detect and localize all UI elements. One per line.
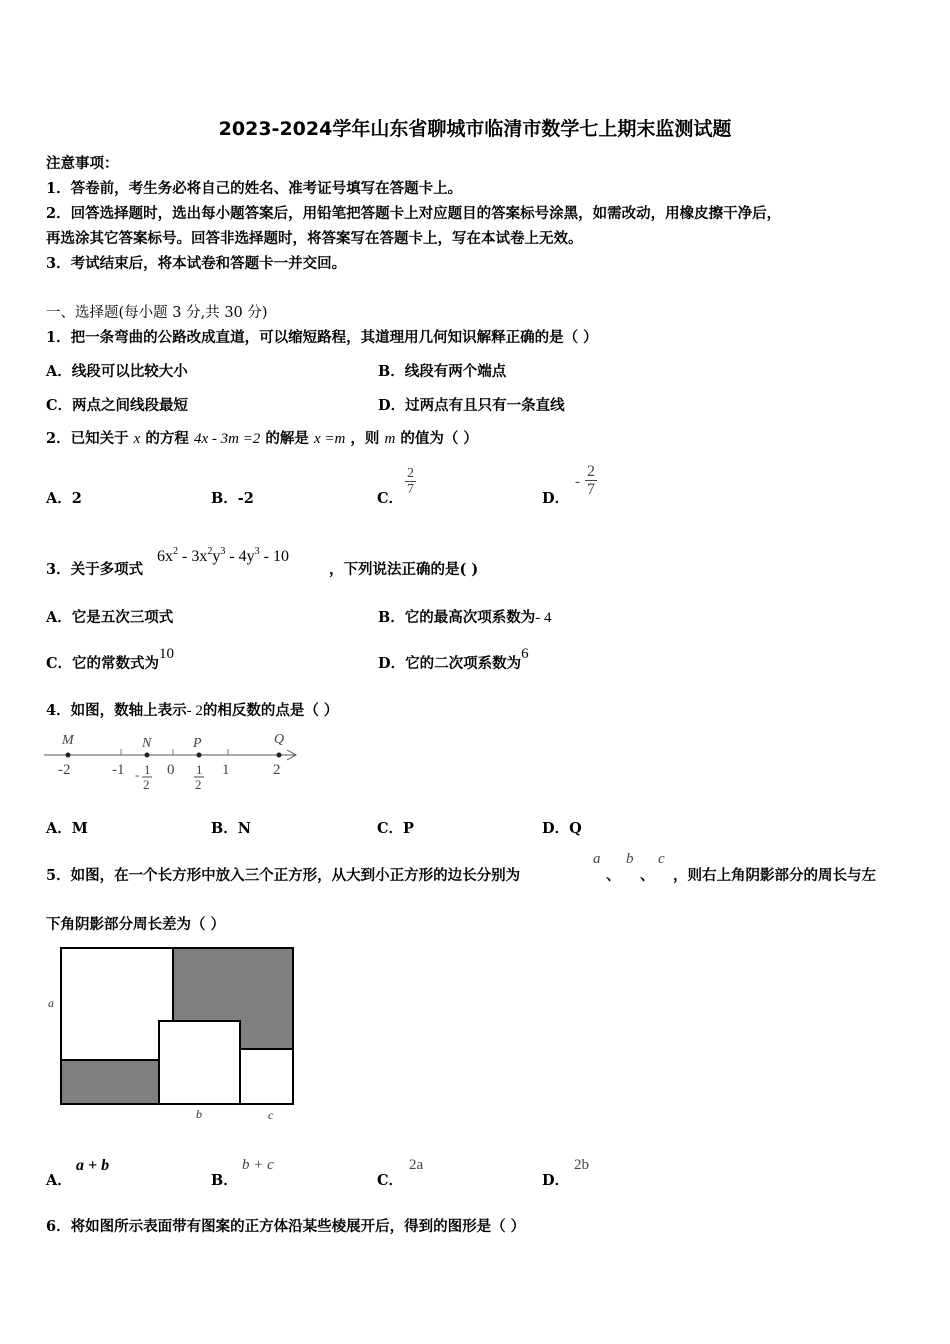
q5-option-a-value: a + b <box>76 1157 110 1174</box>
q1-option-c[interactable]: C．两点之间线段最短 <box>46 397 189 414</box>
q5-option-d-label[interactable]: D． <box>542 1172 570 1189</box>
notice-item-2: 2．回答选择题时，选出每小题答案后，用铅笔把答题卡上对应题目的答案标号涂黑，如需改动，用橡皮擦干净后， <box>46 205 782 222</box>
tick-label-0: 0 <box>167 762 175 778</box>
q5-text-1: 5．如图，在一个长方形中放入三个正方形，从大到小正方形的边长分别为 <box>46 867 521 884</box>
label-b: b <box>196 1107 202 1121</box>
q1-stem: 1．把一条弯曲的公路改成直道，可以缩短路程，其道理用几何知识解释正确的是（ ） <box>46 329 598 346</box>
q2-text-2: 的方程 <box>145 430 189 447</box>
square-c <box>240 1049 293 1104</box>
section-heading: 一、选择题(每小题 3 分,共 30 分) <box>46 305 268 321</box>
q5-option-c-value: 2a <box>409 1157 424 1173</box>
bottom-left-shaded-region <box>61 1060 159 1104</box>
q4-stem <box>46 699 338 720</box>
square-b <box>159 1021 240 1104</box>
q3-polynomial <box>157 548 289 566</box>
q1-option-d[interactable]: D．过两点有且只有一条直线 <box>378 397 565 414</box>
label-q: Q <box>274 732 285 747</box>
q3-option-a[interactable]: A．它是五次三项式 <box>46 609 174 626</box>
label-n: N <box>142 736 152 751</box>
point-m <box>66 753 71 758</box>
half-denominator: 2 <box>195 777 202 792</box>
label-m: M <box>62 733 74 748</box>
label-a: a <box>48 996 54 1010</box>
point-q <box>277 753 282 758</box>
notice-heading: 注意事项： <box>46 155 119 172</box>
exponent: 2 <box>173 546 178 557</box>
q2-option-c-label[interactable]: C． <box>377 490 404 507</box>
notice-item-3: 3．考试结束后，将本试卷和答题卡一并交回。 <box>46 255 347 272</box>
option-value: 6 <box>521 646 529 662</box>
tick-label-1: 1 <box>222 762 230 778</box>
q5-option-b-label[interactable]: B． <box>211 1172 238 1189</box>
q5-option-c-label[interactable]: C． <box>377 1172 404 1189</box>
q2-option-b[interactable] <box>211 487 254 508</box>
q1-option-a[interactable]: A．线段可以比较大小 <box>46 363 188 380</box>
number-line-figure <box>40 728 310 794</box>
q2-stem <box>46 427 478 448</box>
q2-text-3: 的解是 <box>265 430 309 447</box>
half-numerator: 1 <box>196 762 203 777</box>
q2-option-c-fraction <box>405 466 416 497</box>
q3-text-1: 3．关于多项式 <box>46 561 144 578</box>
q1-option-b[interactable]: B．线段有两个端点 <box>378 363 507 380</box>
point-n <box>145 753 150 758</box>
tick-label-2: 2 <box>273 762 281 778</box>
term: y <box>212 548 221 565</box>
option-label: B． <box>211 490 238 507</box>
q4-option-d[interactable]: D．Q <box>542 820 582 837</box>
q5-sep-2: 、 <box>640 867 655 884</box>
option-text: C．它的常数式为 <box>46 655 160 672</box>
term: - 4y <box>225 548 255 565</box>
option-value: -2 <box>237 490 254 507</box>
q5-option-b-value: b + c <box>242 1157 274 1173</box>
option-value: 2 <box>71 490 82 507</box>
q5-var-b: b <box>626 851 634 867</box>
q4-text-2: 的相反数的点是（ ） <box>202 702 339 719</box>
denominator: 7 <box>587 481 595 498</box>
q2-var-x: x <box>133 431 141 447</box>
option-value: 10 <box>159 646 175 662</box>
page-title: 2023-2024学年山东省聊城市临清市数学七上期末监测试题 <box>218 118 732 140</box>
q5-text-3: 下角阴影部分周长差为（ ） <box>46 916 226 933</box>
q5-text-2: ，则右上角阴影部分的周长与左 <box>673 867 876 884</box>
half-numerator: 1 <box>144 762 151 777</box>
rectangle-squares-figure <box>44 944 300 1126</box>
option-text: D．它的二次项系数为 <box>378 655 522 672</box>
neg-sign: - <box>135 767 140 782</box>
q5-var-a: a <box>593 851 601 867</box>
tick-label-neg1: -1 <box>112 762 125 778</box>
numerator: 2 <box>587 463 595 480</box>
exponent: 3 <box>220 546 226 557</box>
notice-item-2-cont: 再选涂其它答案标号。回答非选择题时，将答案写在答题卡上，写在本试卷上无效。 <box>46 230 583 247</box>
term: - 10 <box>259 548 289 565</box>
exponent: 3 <box>254 546 260 557</box>
label-p: P <box>193 736 202 751</box>
q6-stem: 6．将如图所示表面带有图案的正方体沿某些棱展开后，得到的图形是（ ） <box>46 1218 526 1235</box>
q2-solution: x =m <box>313 431 346 447</box>
option-text: B．它的最高次项系数为 <box>378 609 536 626</box>
denominator: 7 <box>407 482 414 497</box>
q2-option-d-sign: - <box>575 474 580 490</box>
q3-option-c[interactable] <box>46 646 175 673</box>
q2-option-d-fraction <box>585 463 597 498</box>
q2-equation: 4x - 3m =2 <box>193 431 261 447</box>
exponent: 2 <box>207 546 213 557</box>
point-p <box>197 753 202 758</box>
q2-option-d-label[interactable]: D． <box>542 490 570 507</box>
tick-label-neg2: -2 <box>58 762 71 778</box>
half-denominator: 2 <box>143 777 150 792</box>
numerator: 2 <box>407 466 414 481</box>
notice-item-1: 1．答卷前，考生务必将自己的姓名、准考证号填写在答题卡上。 <box>46 180 463 197</box>
q5-sep-1: 、 <box>606 867 621 884</box>
q2-option-a[interactable] <box>46 487 82 508</box>
q5-option-a-label[interactable]: A． <box>46 1172 72 1189</box>
q2-text-1: 2．已知关于 <box>46 430 129 447</box>
q4-text-1: 4．如图，数轴上表示 <box>46 702 187 719</box>
q2-text-5: 的值为（ ） <box>400 430 478 447</box>
term: 6x <box>157 548 173 565</box>
option-value: - 4 <box>535 610 552 626</box>
q2-text-4: ，则 <box>350 430 380 447</box>
q3-text-2: ，下列说法正确的是( ) <box>329 561 479 578</box>
label-c: c <box>268 1108 274 1122</box>
q4-option-c[interactable]: C．P <box>377 820 414 837</box>
q4-option-b[interactable]: B．N <box>211 820 252 837</box>
q5-var-c: c <box>658 851 665 867</box>
q2-var-m: m <box>384 431 396 447</box>
q5-option-d-value: 2b <box>574 1157 589 1173</box>
q4-option-a[interactable]: A．M <box>46 820 88 837</box>
square-a <box>61 948 173 1060</box>
option-label: A． <box>46 490 72 507</box>
q4-value: - 2 <box>186 703 203 719</box>
q3-option-d[interactable] <box>378 646 529 673</box>
q3-option-b[interactable] <box>378 606 552 627</box>
term: - 3x <box>178 548 208 565</box>
